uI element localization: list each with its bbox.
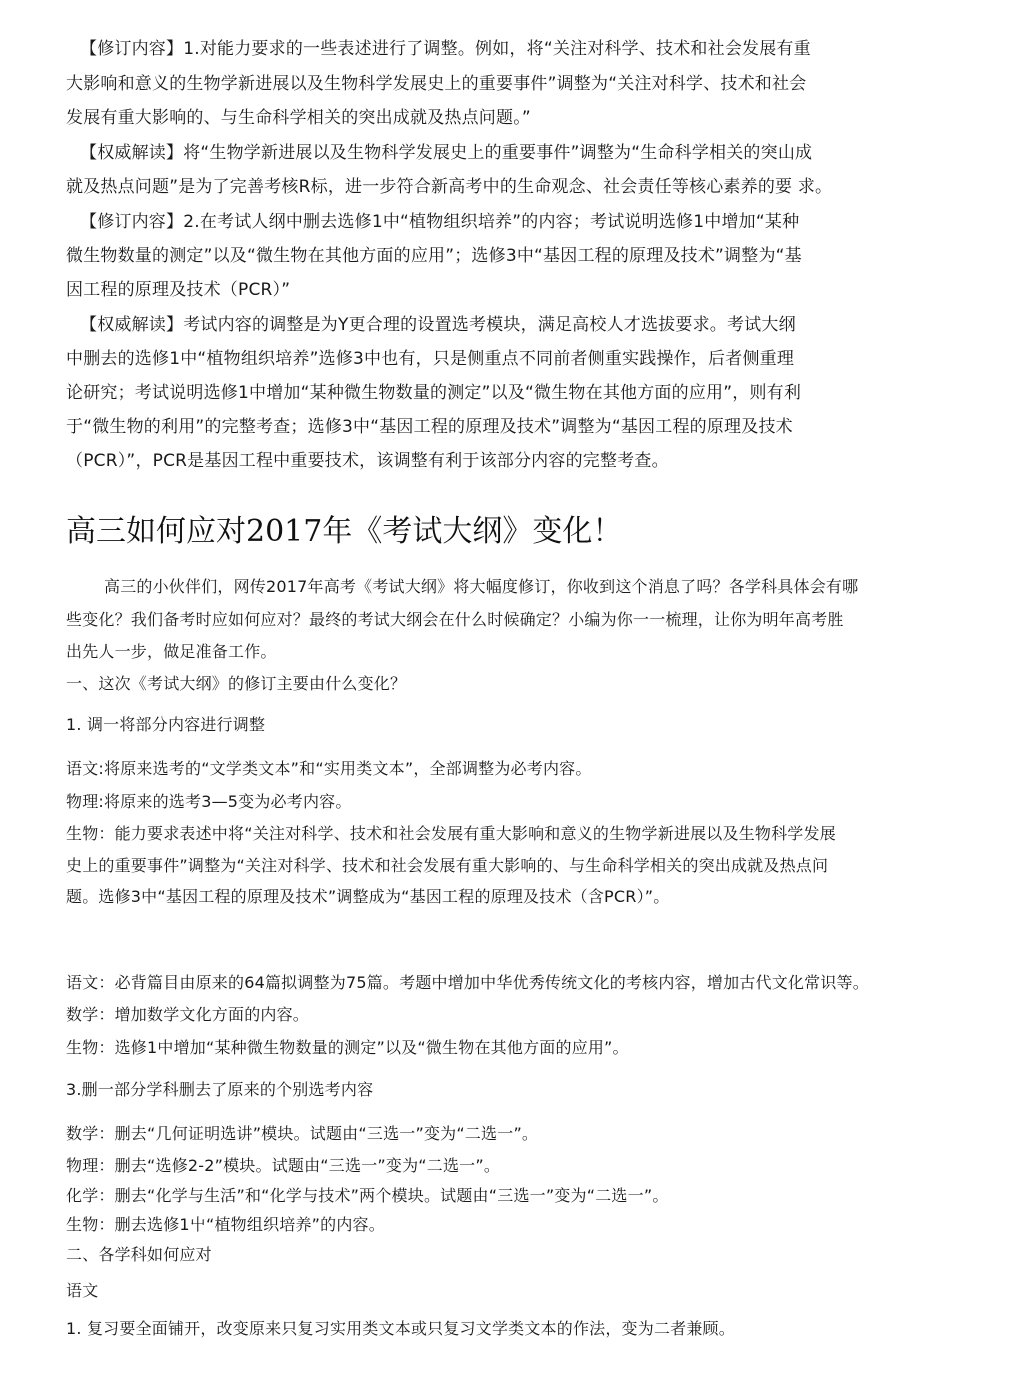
interpretation-2-line-3: 论研究；考试说明选修1中增加“某种微生物数量的测定”以及“微生物在其他方面的应用”，则有利 bbox=[66, 383, 802, 403]
interpretation-2-line-4: 于“微生物的利用”的完整考查；选修3中“基因工程的原理及技术”调整为“基因工程的原理及技术 bbox=[66, 417, 793, 437]
intro-line-3: 出先人一步，做足准备工作。 bbox=[66, 642, 277, 661]
subheading-delete: 3.删一部分学科删去了原来的个别选考内容 bbox=[66, 1080, 374, 1099]
interpretation-2-line-1: 【权威解读】考试内容的调整是为Y更合理的设置选考模块，满足高校人才选拔要求。考试大纲 bbox=[80, 315, 796, 335]
chinese-tip-1: 1. 复习要全面铺开，改变原来只复习实用类文本或只复习文学类文本的作法，变为二者兼顾。 bbox=[66, 1319, 735, 1338]
adjust-biology-line-3: 题。选修3中“基因工程的原理及技术”调整成为“基因工程的原理及技术（含PCR）”。 bbox=[66, 887, 670, 906]
delete-physics: 物理：删去“选修2-2”模块。试题由“三选一”变为“二选一”。 bbox=[66, 1156, 501, 1175]
intro-line-2: 些变化？我们备考时应如何应对？最终的考试大纲会在什么时候确定？小编为你一一梳理，让你为明年高考胜 bbox=[66, 610, 844, 629]
adjust-biology-line-2: 史上的重要事件”调整为“关注对科学、技术和社会发展有重大影响的、与生命科学相关的突出成就及热点问 bbox=[66, 856, 829, 875]
adjust-biology-line-1: 生物：能力要求表述中将“关注对科学、技术和社会发展有重大影响和意义的生物学新进展以及生物科学发展 bbox=[66, 824, 836, 843]
delete-biology: 生物：删去选修1屮“植物组织培养”的内容。 bbox=[66, 1215, 385, 1234]
intro-line-1: 高三的小伙伴们，网传2017年高考《考试大纲》将大幅度修订，你收到这个消息了吗？各学科具体会有哪 bbox=[104, 577, 859, 596]
add-chinese: 语文：必背篇目由原来的64篇拟调整为75篇。考题中增加中华优秀传统文化的考核内容，增加古代文化常识等。 bbox=[66, 973, 869, 992]
heading-part-1: 一、这次《考试大纲》的修订主要由什么变化？ bbox=[66, 674, 407, 693]
heading-part-2: 二、各学科如何应对 bbox=[66, 1245, 212, 1264]
revision-2-line-1: 【修订内容】2.在考试人纲中删去选修1中“植物组织培养”的内容；考试说明选修1中增加“某种 bbox=[80, 212, 800, 232]
interpretation-2-line-5: （PCR）”，PCR是基因工程中重要技术，该调整有利于该部分内容的完整考查。 bbox=[66, 451, 669, 471]
add-biology: 生物：选修1中增加“某种微生物数量的测定”以及“微生物在其他方面的应用”。 bbox=[66, 1038, 629, 1057]
revision-1-line-2: 大影响和意义的生物学新进展以及生物科学发展史上的重要事件”调整为“关注对科学、技术和社会 bbox=[66, 74, 807, 94]
revision-2-line-2: 微生物数量的测定”以及“微生物在其他方面的应用”；选修3中“基因工程的原理及技术”调整为“基 bbox=[66, 246, 802, 266]
revision-1-line-1: 【修订内容】1.对能力要求的一些表述进行了调整。例如，将“关注对科学、技术和社会发展有重 bbox=[80, 39, 811, 59]
subheading-adjust: 1. 调一将部分内容进行调整 bbox=[66, 715, 266, 734]
adjust-physics: 物理:将原来的选考3—5变为必考内容。 bbox=[66, 792, 352, 811]
article-title: 高三如何应对2017年《考试大纲》变化！ bbox=[66, 514, 623, 549]
add-math: 数学：增加数学文化方面的内容。 bbox=[66, 1005, 310, 1024]
revision-2-line-3: 因工程的原理及技术（PCR）” bbox=[66, 280, 291, 300]
delete-math: 数学：删去“几何证明选讲”模块。试题由“三选一”变为“二选一”。 bbox=[66, 1124, 539, 1143]
interpretation-2-line-2: 中删去的选修1中“植物组织培养”选修3中也有，只是侧重点不同前者侧重实践操作，后者侧重理 bbox=[66, 349, 795, 369]
interpretation-1-line-2: 就及热点问题”是为了完善考核R标，进一步符合新高考中的生命观念、社会责任等核心素养的要 求。 bbox=[66, 177, 833, 197]
delete-chemistry: 化学：删去“化学与生活”和“化学与技术”两个模块。试题由“三选一”变为“二选一”。 bbox=[66, 1186, 669, 1205]
interpretation-1-line-1: 【权威解读】将“生物学新进展以及生物科学发展史上的重要事件”调整为“生命科学相关的突山成 bbox=[80, 143, 813, 163]
revision-1-line-3: 发展有重大影响的、与生命科学相关的突出成就及热点问题。” bbox=[66, 108, 531, 128]
subject-chinese: 语文 bbox=[66, 1281, 99, 1300]
adjust-chinese: 语文:将原来选考的“文学类文本”和“实用类文本”，全部调整为必考内容。 bbox=[66, 759, 592, 778]
